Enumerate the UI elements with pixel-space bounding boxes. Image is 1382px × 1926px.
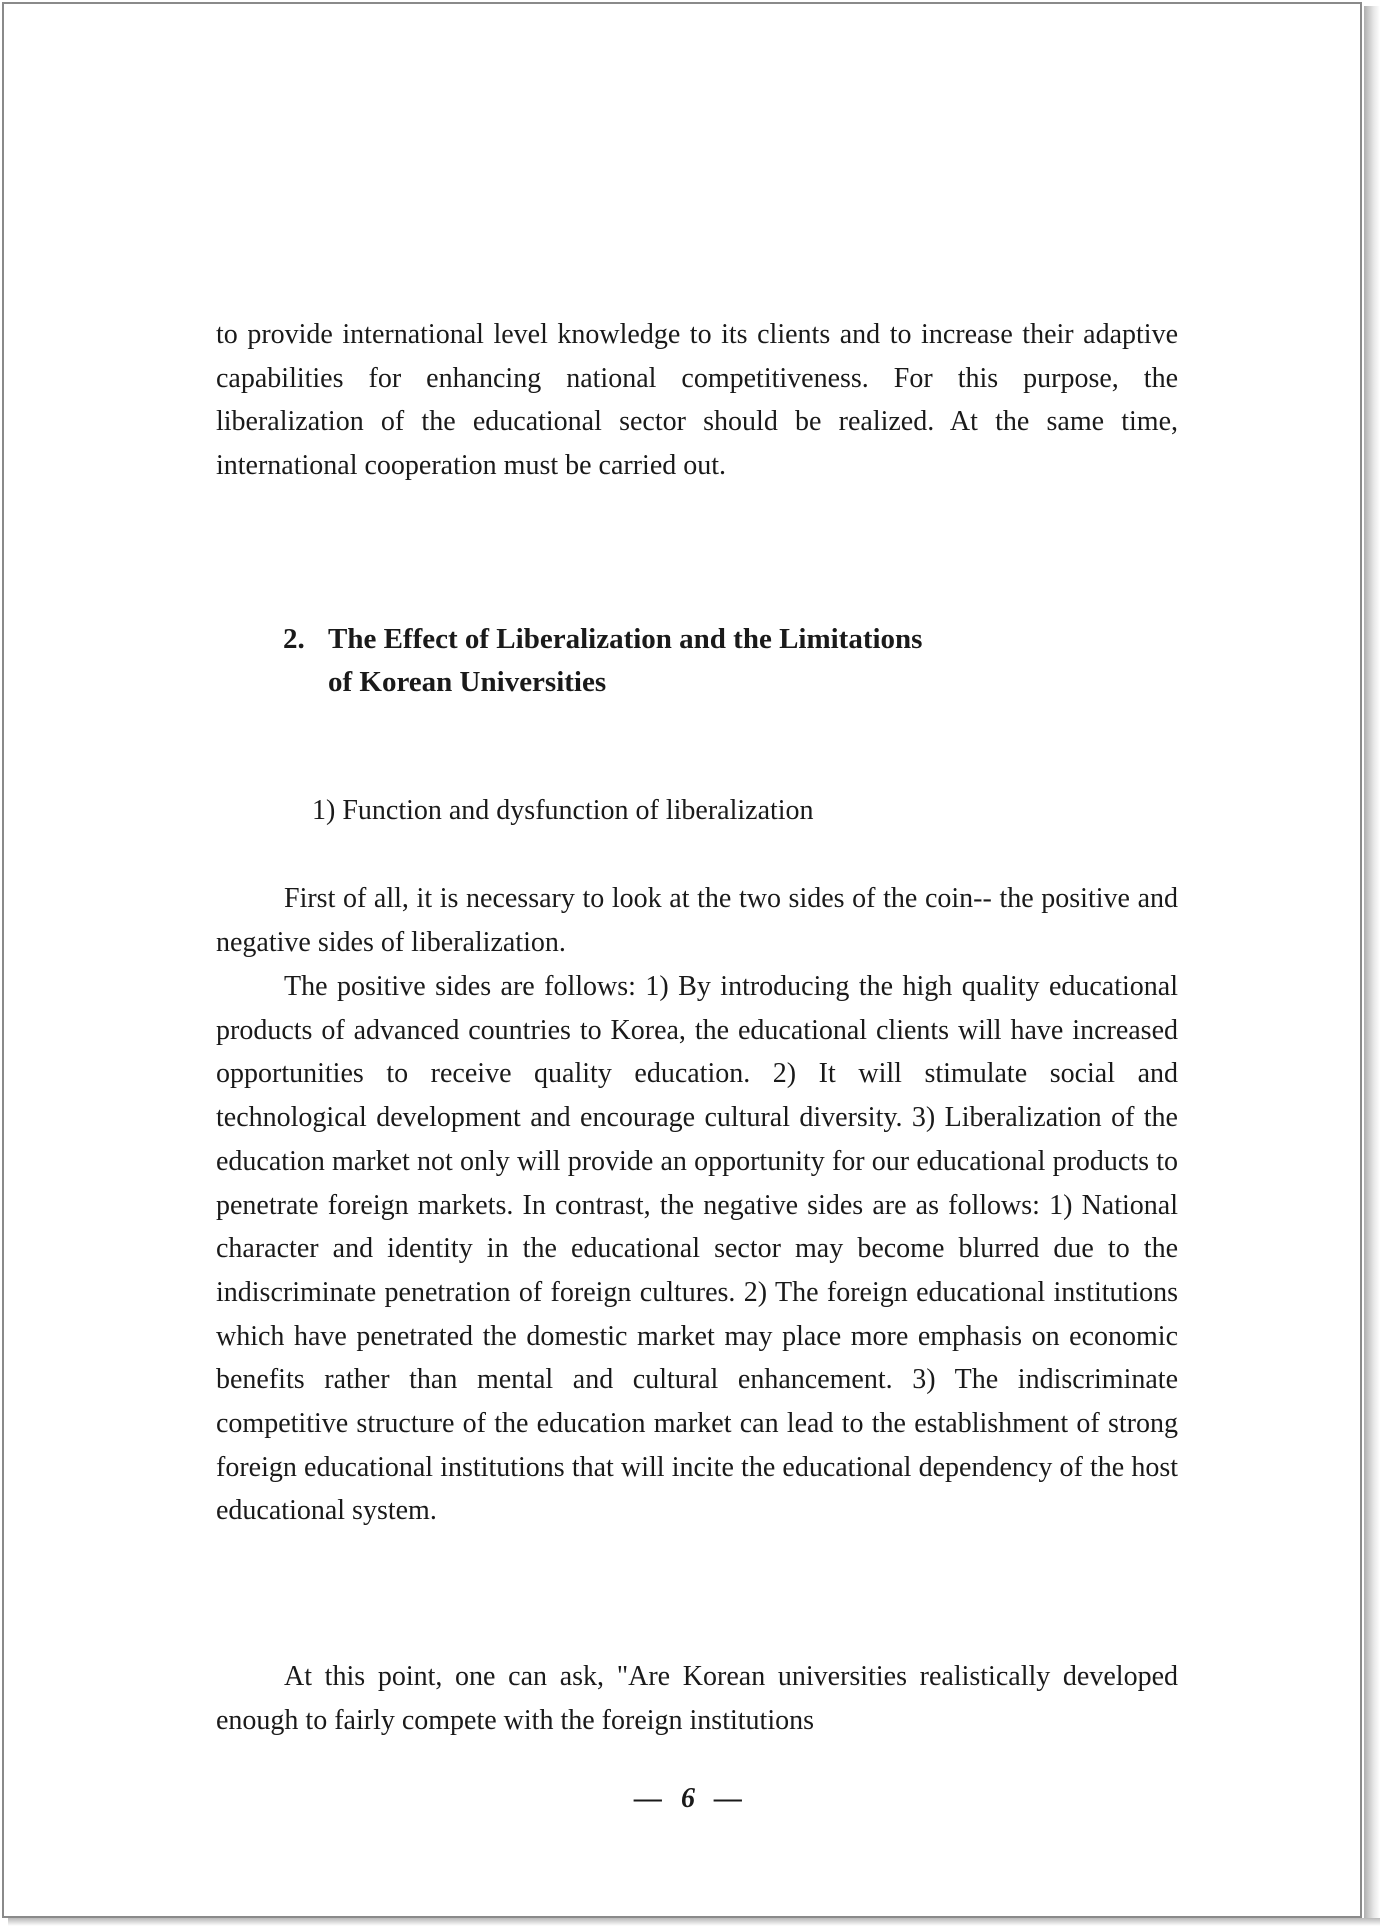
section-heading xyxy=(283,618,1043,704)
section-heading-line-1: The Effect of Liberalization and the Limitations xyxy=(328,623,923,655)
section-number: 2. xyxy=(283,623,305,655)
paragraph-positive-negative: The positive sides are follows: 1) By introducing the high quality educational products of advanced countries to Korea, the educational clients will have increased opportunities to receive quality education. 2) It will stimulate social and technological development and encourage cultural diversity. 3) Liberalization of the education market not only will provide an opportunity for our educational products to penetrate foreign markets. In contrast, the negative sides are as follows: 1) National character and identity in the educational sector may become blurred due to the indiscriminate penetration of foreign cultures. 2) The foreign educational institutions which have penetrated the domestic market may place more emphasis on economic benefits rather than mental and cultural enhancement. 3) The indiscriminate competitive structure of the education market can lead to the establishment of strong foreign educational institutions that will incite the educational dependency of the host educational system. xyxy=(216,971,1178,1527)
paragraph-question: At this point, one can ask, "Are Korean universities realistically developed enough to fairly compete with the foreign institutions xyxy=(216,1661,1178,1736)
paragraph-continued: to provide international level knowledge to its clients and to increase their adaptive capabilities for enhancing national competitiveness. For this purpose, the liberalization of the educational sector should be realized. At the same time, international cooperation must be carried out. xyxy=(216,319,1178,482)
page-number: — 6 — xyxy=(634,1783,748,1814)
subsection-heading: 1) Function and dysfunction of liberalization xyxy=(312,795,814,826)
page-bottom-shadow xyxy=(8,1918,1380,1926)
paragraph-intro: First of all, it is necessary to look at the two sides of the coin-- the positive and negative sides of liberalization. xyxy=(216,883,1178,958)
page-edge-shadow xyxy=(1364,6,1380,1920)
section-heading-line-2: of Korean Universities xyxy=(328,666,607,698)
